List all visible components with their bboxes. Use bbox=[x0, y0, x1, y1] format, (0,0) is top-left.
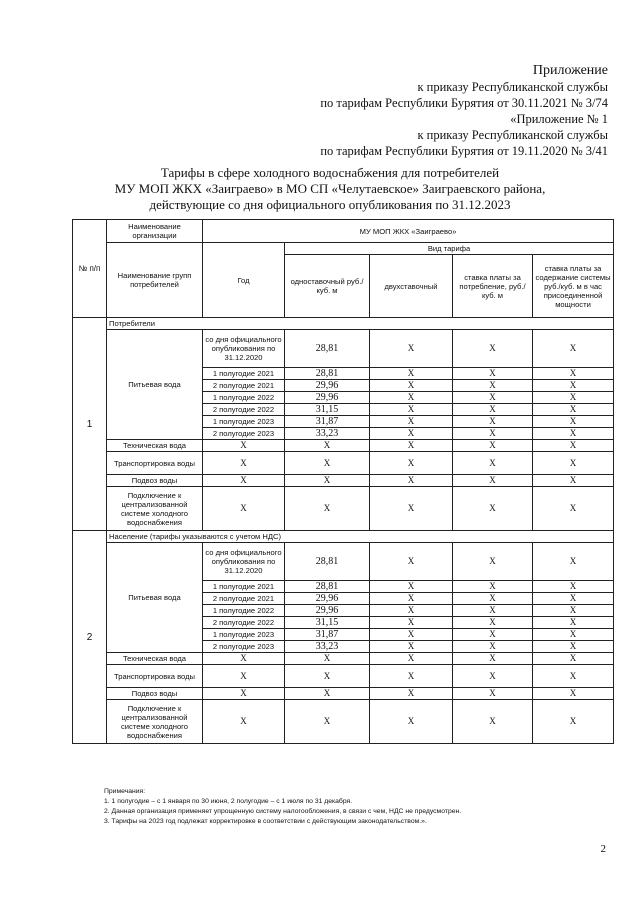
appendix-header bbox=[320, 63, 608, 159]
table-row bbox=[73, 452, 614, 475]
single-rate-cell: X bbox=[285, 487, 370, 531]
section-number: 1 bbox=[73, 318, 107, 531]
consumption-rate-cell: X bbox=[453, 629, 533, 641]
consumption-rate-cell: X bbox=[453, 330, 533, 368]
consumption-rate-cell: X bbox=[453, 392, 533, 404]
period-cell: 1 полугодие 2023 bbox=[203, 629, 285, 641]
period-cell: 1 полугодие 2021 bbox=[203, 368, 285, 380]
double-rate-cell: X bbox=[370, 440, 453, 452]
consumption-rate-cell: X bbox=[453, 475, 533, 487]
double-rate-cell: X bbox=[370, 688, 453, 700]
document-title bbox=[80, 165, 580, 213]
single-rate-cell: X bbox=[285, 700, 370, 744]
double-rate-cell: X bbox=[370, 368, 453, 380]
period-cell: 1 полугодие 2023 bbox=[203, 416, 285, 428]
single-rate-cell: 28,81 bbox=[285, 368, 370, 380]
consumption-rate-cell: X bbox=[453, 487, 533, 531]
single-rate-cell: X bbox=[285, 452, 370, 475]
consumption-rate-cell: X bbox=[453, 543, 533, 581]
single-rate-cell: 31,15 bbox=[285, 404, 370, 416]
period-cell: X bbox=[203, 665, 285, 688]
single-rate-cell: 28,81 bbox=[285, 581, 370, 593]
maintenance-rate-cell: X bbox=[533, 368, 614, 380]
tariff-table bbox=[72, 219, 614, 744]
period-cell: 2 полугодие 2021 bbox=[203, 593, 285, 605]
table-header bbox=[73, 220, 614, 318]
maintenance-rate-cell: X bbox=[533, 428, 614, 440]
maintenance-rate-cell: X bbox=[533, 700, 614, 744]
consumer-group-cell: Транспортировка воды bbox=[107, 665, 203, 688]
consumer-group-cell: Подвоз воды bbox=[107, 475, 203, 487]
period-cell: X bbox=[203, 452, 285, 475]
period-cell: X bbox=[203, 487, 285, 531]
consumer-group-cell: Техническая вода bbox=[107, 440, 203, 452]
table-row bbox=[73, 487, 614, 531]
consumer-group-cell: Подключение к централизованной системе холодного водоснабжения bbox=[107, 700, 203, 744]
consumer-group-cell: Подключение к централизованной системе холодного водоснабжения bbox=[107, 487, 203, 531]
section-consumers bbox=[73, 318, 614, 531]
single-rate-cell: X bbox=[285, 653, 370, 665]
section-heading-row bbox=[73, 531, 614, 543]
section-heading: Население (тарифы указываются с учетом НДС) bbox=[107, 531, 614, 543]
maintenance-rate-cell: X bbox=[533, 629, 614, 641]
single-rate-cell: 31,15 bbox=[285, 617, 370, 629]
col-maintenance-header: ставка платы за содержание системы руб./куб. м в час присоединенной мощности bbox=[533, 255, 614, 318]
maintenance-rate-cell: X bbox=[533, 688, 614, 700]
note-item: 2. Данная организация применяет упрощенную систему налогообложения, в связи с чем, НДС не предусмотрен. bbox=[104, 808, 462, 815]
appendix-line: к приказу Республиканской службы bbox=[417, 80, 608, 94]
maintenance-rate-cell: X bbox=[533, 593, 614, 605]
period-cell: 2 полугодие 2023 bbox=[203, 428, 285, 440]
single-rate-cell: 29,96 bbox=[285, 392, 370, 404]
col-group-header: Наименование групп потребителей bbox=[107, 243, 203, 318]
section-heading: Потребители bbox=[107, 318, 614, 330]
consumer-group-cell: Транспортировка воды bbox=[107, 452, 203, 475]
double-rate-cell: X bbox=[370, 629, 453, 641]
appendix-line: к приказу Республиканской службы bbox=[417, 128, 608, 142]
single-rate-cell: 29,96 bbox=[285, 593, 370, 605]
col-tariff-type-header: Вид тарифа bbox=[285, 243, 614, 255]
double-rate-cell: X bbox=[370, 617, 453, 629]
consumption-rate-cell: X bbox=[453, 416, 533, 428]
consumption-rate-cell: X bbox=[453, 380, 533, 392]
maintenance-rate-cell: X bbox=[533, 581, 614, 593]
consumption-rate-cell: X bbox=[453, 700, 533, 744]
section-heading-row bbox=[73, 318, 614, 330]
consumption-rate-cell: X bbox=[453, 428, 533, 440]
single-rate-cell: 33,23 bbox=[285, 641, 370, 653]
consumption-rate-cell: X bbox=[453, 581, 533, 593]
consumption-rate-cell: X bbox=[453, 641, 533, 653]
maintenance-rate-cell: X bbox=[533, 380, 614, 392]
single-rate-cell: 31,87 bbox=[285, 416, 370, 428]
notes bbox=[104, 787, 604, 827]
maintenance-rate-cell: X bbox=[533, 330, 614, 368]
maintenance-rate-cell: X bbox=[533, 617, 614, 629]
group-drinking-water: Питьевая вода bbox=[107, 330, 203, 440]
title-line: МУ МОП ЖКХ «Заиграево» в МО СП «Челутаевское» Заиграевского района, bbox=[114, 181, 546, 196]
section-population bbox=[73, 531, 614, 744]
period-cell: 1 полугодие 2022 bbox=[203, 605, 285, 617]
table-row bbox=[73, 700, 614, 744]
double-rate-cell: X bbox=[370, 475, 453, 487]
maintenance-rate-cell: X bbox=[533, 440, 614, 452]
double-rate-cell: X bbox=[370, 404, 453, 416]
consumption-rate-cell: X bbox=[453, 605, 533, 617]
double-rate-cell: X bbox=[370, 605, 453, 617]
maintenance-rate-cell: X bbox=[533, 653, 614, 665]
double-rate-cell: X bbox=[370, 641, 453, 653]
single-rate-cell: 29,96 bbox=[285, 380, 370, 392]
col-consumption-header: ставка платы за потребление, руб./ куб. м bbox=[453, 255, 533, 318]
single-rate-cell: 29,96 bbox=[285, 605, 370, 617]
period-cell: со дня официального опубликования по 31.12.2020 bbox=[203, 543, 285, 581]
maintenance-rate-cell: X bbox=[533, 404, 614, 416]
consumption-rate-cell: X bbox=[453, 440, 533, 452]
table-row bbox=[73, 440, 614, 452]
col-single-header: одноставочный руб./ куб. м bbox=[285, 255, 370, 318]
title-line: действующие со дня официального опубликования по 31.12.2023 bbox=[149, 197, 511, 212]
group-drinking-water: Питьевая вода bbox=[107, 543, 203, 653]
double-rate-cell: X bbox=[370, 543, 453, 581]
consumption-rate-cell: X bbox=[453, 665, 533, 688]
maintenance-rate-cell: X bbox=[533, 641, 614, 653]
org-name: МУ МОП ЖКХ «Заиграево» bbox=[203, 220, 614, 243]
appendix-line: по тарифам Республики Бурятия от 19.11.2020 № 3/41 bbox=[320, 144, 608, 158]
period-cell: X bbox=[203, 475, 285, 487]
col-number-header: № п/п bbox=[73, 220, 107, 318]
single-rate-cell: X bbox=[285, 665, 370, 688]
single-rate-cell: 28,81 bbox=[285, 543, 370, 581]
single-rate-cell: X bbox=[285, 440, 370, 452]
single-rate-cell: 31,87 bbox=[285, 629, 370, 641]
double-rate-cell: X bbox=[370, 653, 453, 665]
maintenance-rate-cell: X bbox=[533, 605, 614, 617]
double-rate-cell: X bbox=[370, 330, 453, 368]
single-rate-cell: X bbox=[285, 688, 370, 700]
maintenance-rate-cell: X bbox=[533, 543, 614, 581]
period-cell: 1 полугодие 2021 bbox=[203, 581, 285, 593]
period-cell: 1 полугодие 2022 bbox=[203, 392, 285, 404]
table-row bbox=[73, 653, 614, 665]
period-cell: со дня официального опубликования по 31.12.2020 bbox=[203, 330, 285, 368]
maintenance-rate-cell: X bbox=[533, 665, 614, 688]
double-rate-cell: X bbox=[370, 428, 453, 440]
table-row bbox=[73, 330, 614, 368]
double-rate-cell: X bbox=[370, 487, 453, 531]
double-rate-cell: X bbox=[370, 452, 453, 475]
consumption-rate-cell: X bbox=[453, 368, 533, 380]
consumption-rate-cell: X bbox=[453, 617, 533, 629]
consumption-rate-cell: X bbox=[453, 404, 533, 416]
table-row bbox=[73, 543, 614, 581]
single-rate-cell: 33,23 bbox=[285, 428, 370, 440]
table-row bbox=[73, 665, 614, 688]
appendix-line: по тарифам Республики Бурятия от 30.11.2021 № 3/74 bbox=[320, 96, 608, 110]
col-double-header: двухставочный bbox=[370, 255, 453, 318]
section-number: 2 bbox=[73, 531, 107, 744]
appendix-title: Приложение bbox=[532, 63, 608, 78]
note-item: 3. Тарифы на 2023 год подлежат корректировке в соответствии с действующим законодательством.». bbox=[104, 818, 427, 825]
period-cell: 2 полугодие 2021 bbox=[203, 380, 285, 392]
table-row bbox=[73, 688, 614, 700]
double-rate-cell: X bbox=[370, 593, 453, 605]
period-cell: X bbox=[203, 688, 285, 700]
period-cell: 2 полугодие 2023 bbox=[203, 641, 285, 653]
maintenance-rate-cell: X bbox=[533, 475, 614, 487]
double-rate-cell: X bbox=[370, 665, 453, 688]
period-cell: X bbox=[203, 700, 285, 744]
maintenance-rate-cell: X bbox=[533, 416, 614, 428]
single-rate-cell: X bbox=[285, 475, 370, 487]
consumer-group-cell: Техническая вода bbox=[107, 653, 203, 665]
note-item: 1. 1 полугодие – с 1 января по 30 июня, 2 полугодие – с 1 июля по 31 декабря. bbox=[104, 798, 353, 805]
double-rate-cell: X bbox=[370, 581, 453, 593]
period-cell: 2 полугодие 2022 bbox=[203, 404, 285, 416]
page-number: 2 bbox=[600, 843, 606, 855]
double-rate-cell: X bbox=[370, 700, 453, 744]
single-rate-cell: 28,81 bbox=[285, 330, 370, 368]
table-row bbox=[73, 475, 614, 487]
consumption-rate-cell: X bbox=[453, 452, 533, 475]
double-rate-cell: X bbox=[370, 416, 453, 428]
col-org-header: Наименование организации bbox=[107, 220, 203, 243]
double-rate-cell: X bbox=[370, 380, 453, 392]
double-rate-cell: X bbox=[370, 392, 453, 404]
maintenance-rate-cell: X bbox=[533, 452, 614, 475]
maintenance-rate-cell: X bbox=[533, 392, 614, 404]
appendix-line: «Приложение № 1 bbox=[510, 112, 608, 126]
title-line: Тарифы в сфере холодного водоснабжения для потребителей bbox=[160, 165, 500, 180]
notes-title: Примечания: bbox=[104, 788, 146, 795]
period-cell: 2 полугодие 2022 bbox=[203, 617, 285, 629]
maintenance-rate-cell: X bbox=[533, 487, 614, 531]
consumption-rate-cell: X bbox=[453, 593, 533, 605]
col-year-header: Год bbox=[203, 243, 285, 318]
consumption-rate-cell: X bbox=[453, 688, 533, 700]
consumer-group-cell: Подвоз воды bbox=[107, 688, 203, 700]
period-cell: X bbox=[203, 653, 285, 665]
consumption-rate-cell: X bbox=[453, 653, 533, 665]
period-cell: X bbox=[203, 440, 285, 452]
